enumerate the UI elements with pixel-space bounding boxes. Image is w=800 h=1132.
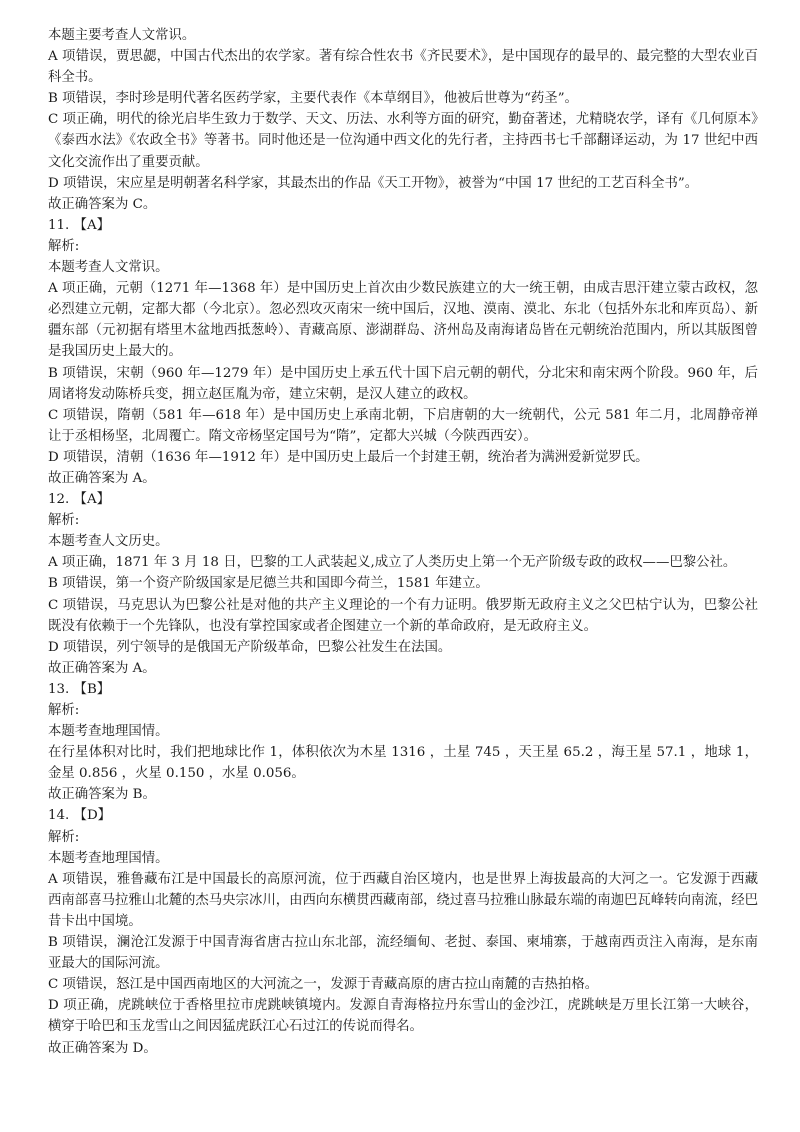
- q11-analysis-label: 解析:: [48, 238, 80, 254]
- q10-answer: 故正确答案为 C。: [48, 196, 157, 212]
- q14-option-d: D 项正确，虎跳峡位于香格里拉市虎跳峡镇境内。发源自青海格拉丹东雪山的金沙江，虎跳峡是万里长江第一大峡谷，横穿于哈巴和玉龙雪山之间因猛虎跃江心石过江的传说而得名。: [48, 998, 758, 1035]
- q12-option-c: C 项错误，马克思认为巴黎公社是对他的共产主义理论的一个有力证明。俄罗斯无政府主义之父巴枯宁认为，巴黎公社既没有依赖于一个先锋队，也没有掌控国家或者企图建立一个新的革命政府，是无政府主义。: [48, 597, 758, 634]
- q14-intro: 本题考查地理国情。: [48, 850, 169, 866]
- q11-option-d: D 项错误，清朝（1636 年—1912 年）是中国历史上最后一个封建王朝，统治者为满洲爱新觉罗氏。: [48, 449, 649, 465]
- q10-option-b: B 项错误，李时珍是明代著名医药学家，主要代表作《本草纲目》，他被后世尊为“药圣”。: [48, 91, 578, 107]
- q14-heading: 14. 【D】: [48, 808, 112, 824]
- q11-option-c: C 项错误，隋朝（581 年—618 年）是中国历史上承南北朝，下启唐朝的大一统朝代，公元 581 年二月，北周静帝禅让于丞相杨坚，北周覆亡。隋文帝杨坚定国号为“隋”，定都大兴城（今陕西西安）。: [48, 407, 758, 444]
- q10-option-a: A 项错误，贾思勰，中国古代杰出的农学家。著有综合性农书《齐民要术》，是中国现存的最早的、最完整的大型农业百科全书。: [48, 49, 758, 86]
- q10-option-d: D 项错误，宋应星是明朝著名科学家，其最杰出的作品《天工开物》，被誉为“中国 17 世纪的工艺百科全书”。: [48, 175, 699, 191]
- q10-intro: 本题主要考查人文常识。: [48, 28, 196, 43]
- q11-option-a: A 项正确，元朝（1271 年—1368 年）是中国历史上首次由少数民族建立的大一统王朝，由成吉思汗建立蒙古政权，忽必烈建立元朝，定都大都（今北京）。忽必烈攻灭南宋一统中国后，汉地、漠南、漠北、东北（包括外东北和库页岛）、新疆东部（元初据有塔里木盆地西抵葱岭）、青藏高原、澎湖群岛、济州岛及南海诸岛皆在元朝统治范围内，所以其版图曾是我国历史上最大的。: [48, 281, 758, 360]
- q13-body: 在行星体积对比时，我们把地球比作 1，体积依次为木星 1316 ，土星 745 ，天王星 65.2 ，海王星 57.1 ，地球 1，金星 0.856 ，火星 0.150 ，水星 0.056。: [48, 745, 758, 782]
- q10-option-c: C 项正确，明代的徐光启毕生致力于数学、天文、历法、水利等方面的研究，勤奋著述，尤精晓农学，译有《几何原本》《泰西水法》《农政全书》等著书。同时他还是一位沟通中西文化的先行者，主持西书七千部翻译运动，为 17 世纪中西文化交流作出了重要贡献。: [48, 112, 758, 170]
- q12-option-d: D 项错误，列宁领导的是俄国无产阶级革命，巴黎公社发生在法国。: [48, 639, 452, 655]
- q11-section: [48, 215, 758, 489]
- q12-intro: 本题考查人文历史。: [48, 534, 169, 550]
- q13-analysis-label: 解析:: [48, 703, 80, 718]
- q12-option-b: B 项错误，第一个资产阶级国家是尼德兰共和国即今荷兰，1581 年建立。: [48, 576, 489, 592]
- q11-option-b: B 项错误，宋朝（960 年—1279 年）是中国历史上承五代十国下启元朝的朝代，分北宋和南宋两个阶段。960 年，后周诸将发动陈桥兵变，拥立赵匡胤为帝，建立宋朝，是汉人建立的政权。: [48, 365, 758, 402]
- q12-section: [48, 489, 758, 679]
- q14-section: [48, 805, 758, 1058]
- q11-answer: 故正确答案为 A。: [48, 470, 156, 486]
- q13-heading: 13. 【B】: [48, 681, 111, 697]
- q14-option-a: A 项错误，雅鲁藏布江是中国最长的高原河流，位于西藏自治区境内，也是世界上海拔最高的大河之一。它发源于西藏西南部喜马拉雅山北麓的杰马央宗冰川，由西向东横贯西藏南部，绕过喜马拉雅山脉最东端的南迦巴瓦峰转向南流，经巴昔卡出中国境。: [48, 871, 758, 929]
- q12-option-a: A 项正确，1871 年 3 月 18 日，巴黎的工人武装起义,成立了人类历史上第一个无产阶级专政的政权——巴黎公社。: [48, 555, 737, 571]
- q13-section: [48, 679, 758, 806]
- q12-heading: 12. 【A】: [48, 492, 111, 508]
- q14-option-b: B 项错误，澜沧江发源于中国青海省唐古拉山东北部，流经缅甸、老挝、泰国、柬埔寨，于越南西贡注入南海，是东南亚最大的国际河流。: [48, 935, 758, 972]
- q13-answer: 故正确答案为 B。: [48, 787, 156, 803]
- q14-analysis-label: 解析:: [48, 829, 80, 845]
- q13-intro: 本题考查地理国情。: [48, 724, 169, 740]
- q10-section: [48, 25, 758, 215]
- q14-answer: 故正确答案为 D。: [48, 1040, 157, 1056]
- q11-heading: 11. 【A】: [48, 217, 111, 233]
- q14-option-c: C 项错误，怒江是中国西南地区的大河流之一，发源于青藏高原的唐古拉山南麓的吉热拍格。: [48, 977, 599, 993]
- q11-intro: 本题考查人文常识。: [48, 260, 169, 276]
- q12-analysis-label: 解析:: [48, 513, 80, 529]
- q12-answer: 故正确答案为 A。: [48, 660, 156, 676]
